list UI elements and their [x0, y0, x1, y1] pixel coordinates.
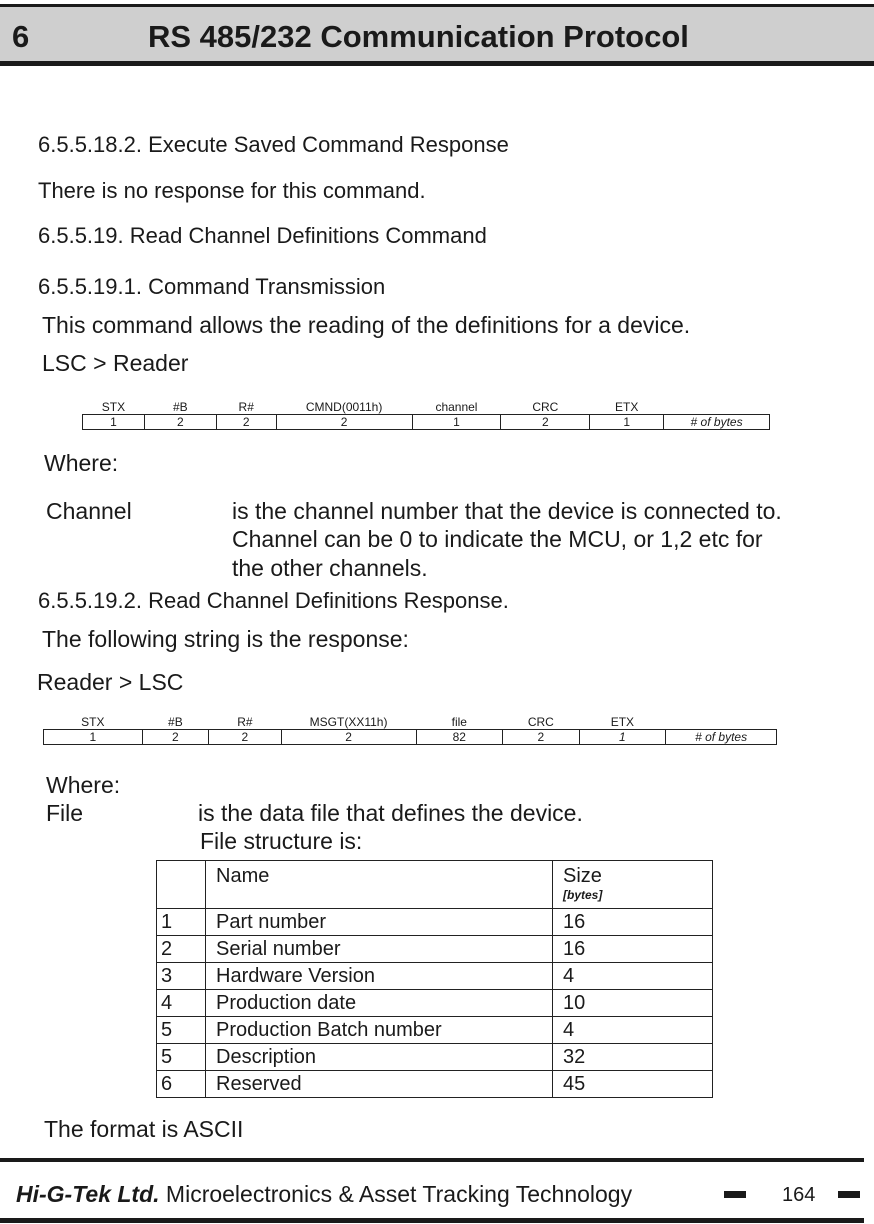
where-label-1: Where: — [44, 450, 119, 476]
packet-value-cell: 2 — [144, 415, 216, 430]
file-table-corner — [157, 861, 206, 909]
packet-value-cell: 2 — [276, 415, 412, 430]
row-name: Production date — [206, 990, 553, 1017]
company-name: Hi-G-Tek Ltd. — [16, 1181, 160, 1207]
packet-value-cell: # of bytes — [666, 730, 777, 745]
packet-value-cell: 2 — [501, 415, 590, 430]
packet-value-cell: 1 — [590, 415, 664, 430]
file-desc-line-2: File structure is: — [200, 828, 363, 854]
packet-value-cell: # of bytes — [664, 415, 770, 430]
table-row — [157, 936, 713, 963]
packet-header-cell: #B — [144, 400, 216, 415]
sec-19-title: 6.5.5.19. Read Channel Definitions Command — [38, 223, 487, 248]
packet-header-cell — [664, 400, 770, 415]
file-structure-table — [156, 860, 713, 1098]
channel-desc-line-1: is the channel number that the device is connected to. — [232, 498, 782, 524]
row-size: 45 — [553, 1071, 713, 1098]
sec-19-2-title: 6.5.5.19.2. Read Channel Definitions Response. — [38, 588, 509, 613]
row-name: Reserved — [206, 1071, 553, 1098]
sec-19-1-title: 6.5.5.19.1. Command Transmission — [38, 274, 386, 299]
row-index: 3 — [157, 963, 206, 990]
packet-value-cell: 2 — [503, 730, 580, 745]
row-size: 16 — [553, 909, 713, 936]
packet-value-cell: 2 — [216, 415, 276, 430]
sec-19-2-text: The following string is the response: — [42, 626, 409, 652]
row-size: 4 — [553, 1017, 713, 1044]
direction-lsc-reader: LSC > Reader — [42, 350, 189, 376]
row-name: Description — [206, 1044, 553, 1071]
packet-header-cell: file — [416, 715, 503, 730]
page-number: 164 — [782, 1184, 816, 1206]
packet-header-cell: STX — [44, 715, 143, 730]
table-row — [157, 1071, 713, 1098]
row-index: 5 — [157, 1044, 206, 1071]
command-packet-table — [82, 400, 770, 430]
page-header — [0, 4, 874, 66]
packet-value-cell: 1 — [412, 415, 501, 430]
packet-value-cell: 82 — [416, 730, 503, 745]
row-index: 6 — [157, 1071, 206, 1098]
packet-header-cell: CRC — [503, 715, 580, 730]
packet-value-cell: 1 — [83, 415, 145, 430]
table-row — [157, 1017, 713, 1044]
table-row — [157, 990, 713, 1017]
row-size: 16 — [553, 936, 713, 963]
footer-text — [16, 1181, 632, 1208]
row-size: 32 — [553, 1044, 713, 1071]
sec-18-2-title: 6.5.5.18.2. Execute Saved Command Response — [38, 132, 509, 157]
sec-19-1-text: This command allows the reading of the definitions for a device. — [42, 312, 691, 338]
packet-header-cell: R# — [216, 400, 276, 415]
packet-header-cell: CMND(0011h) — [276, 400, 412, 415]
row-index: 2 — [157, 936, 206, 963]
size-unit-label: [bytes] — [563, 888, 603, 902]
file-table-header-size — [553, 861, 713, 909]
file-table-header-name: Name — [206, 861, 553, 909]
row-size: 10 — [553, 990, 713, 1017]
section-number: 6 — [12, 19, 30, 54]
file-label: File — [46, 800, 84, 826]
packet-header-cell: STX — [83, 400, 145, 415]
footer-top-rule — [0, 1158, 864, 1162]
footer-bottom-rule — [0, 1218, 864, 1223]
channel-desc-line-3: the other channels. — [232, 555, 428, 581]
channel-desc-line-2: Channel can be 0 to indicate the MCU, or 1,2 etc for — [232, 526, 763, 552]
company-tagline: Microelectronics & Asset Tracking Technology — [159, 1181, 633, 1207]
row-name: Part number — [206, 909, 553, 936]
response-packet-table — [43, 715, 777, 745]
row-index: 4 — [157, 990, 206, 1017]
format-note: The format is ASCII — [44, 1116, 244, 1142]
header-title: RS 485/232 Communication Protocol — [148, 19, 689, 54]
packet-value-cell: 2 — [209, 730, 281, 745]
row-name: Serial number — [206, 936, 553, 963]
packet-header-cell: channel — [412, 400, 501, 415]
page-dash-left — [724, 1191, 746, 1198]
packet-header-cell: MSGT(XX11h) — [281, 715, 416, 730]
packet-header-cell: CRC — [501, 400, 590, 415]
row-name: Hardware Version — [206, 963, 553, 990]
row-name: Production Batch number — [206, 1017, 553, 1044]
table-row — [157, 909, 713, 936]
packet-value-cell: 1 — [44, 730, 143, 745]
table-row — [157, 963, 713, 990]
row-index: 5 — [157, 1017, 206, 1044]
where-label-2: Where: — [46, 772, 121, 798]
packet-value-cell: 1 — [579, 730, 666, 745]
packet-value-cell: 2 — [281, 730, 416, 745]
packet-header-cell: R# — [209, 715, 281, 730]
row-index: 1 — [157, 909, 206, 936]
packet-header-cell: #B — [142, 715, 208, 730]
table-row — [157, 1044, 713, 1071]
sec-18-2-text: There is no response for this command. — [38, 178, 426, 203]
file-desc-line-1: is the data file that defines the device. — [198, 800, 583, 826]
packet-header-cell: ETX — [579, 715, 666, 730]
size-header-label: Size — [563, 865, 602, 887]
page-dash-right — [838, 1191, 860, 1198]
packet-header-cell — [666, 715, 777, 730]
channel-label: Channel — [46, 498, 132, 524]
direction-reader-lsc: Reader > LSC — [37, 669, 184, 695]
row-size: 4 — [553, 963, 713, 990]
packet-header-cell: ETX — [590, 400, 664, 415]
packet-value-cell: 2 — [142, 730, 208, 745]
